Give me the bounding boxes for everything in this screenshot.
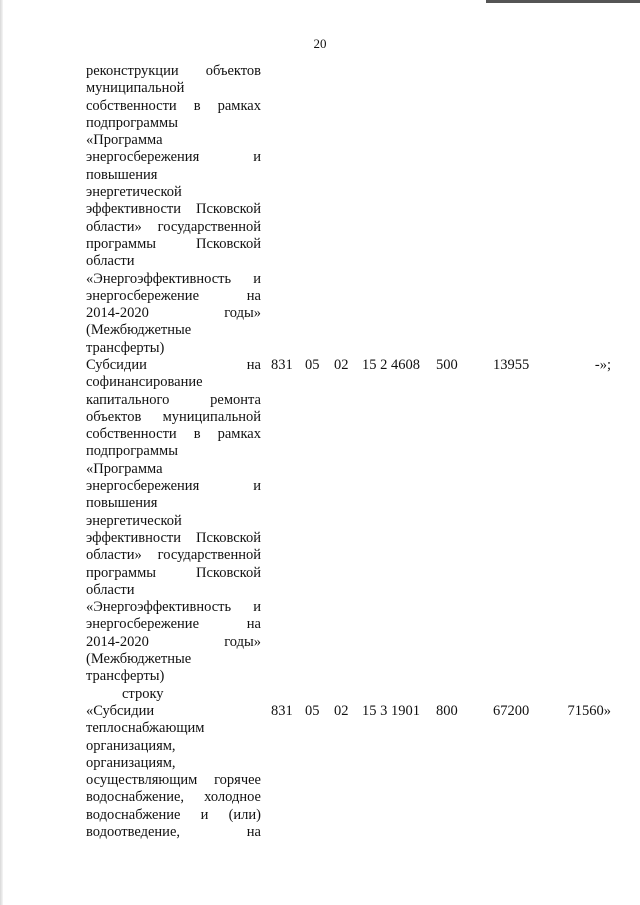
row-description [86,357,261,686]
description-line: осуществляющим горячее [86,772,261,789]
description-line: (Межбюджетные [86,322,192,339]
description-line: организациям, [86,737,176,754]
amount-first: 13955 [493,357,530,373]
description-line: программы Псковской [86,564,261,581]
description-line: водоснабжение и (или) [86,806,261,823]
description-line: энергетической [86,512,182,529]
description-line: подпрограммы [86,114,178,131]
description-line: «Энергоэффективность и [86,270,261,287]
description-line: трансферты) [86,339,165,356]
description-line: подпрограммы [86,443,178,460]
scan-mark [486,0,640,3]
description-line: 2014-2020 годы» [86,305,261,322]
section-code: 05 [305,703,320,719]
description-line: «Субсидии [86,703,155,719]
description-line: капитального ремонта [86,391,261,408]
amount-first: 67200 [493,703,530,719]
description-line: энергосбережение на [86,616,261,633]
admin-code: 831 [271,703,293,719]
description-line: собственности в рамках [86,426,261,443]
description-line: «Программа [86,132,163,149]
description-line: 2014-2020 годы» [86,633,261,650]
description-line: эффективности Псковской [86,201,261,218]
description-line: повышения [86,166,158,183]
row-description [86,63,261,357]
description-line: «Программа [86,460,163,477]
description-line: области [86,253,135,270]
description-line: водоотведение, на [86,824,261,841]
description-line: реконструкции объектов [86,63,261,79]
description-line: области [86,581,135,598]
scan-edge [0,0,3,905]
amount-second: -»; [594,357,611,373]
description-line: Субсидии на [86,357,261,373]
description-line: трансферты) [86,668,165,685]
description-line: программы Псковской [86,235,261,252]
expense-type-code: 500 [436,357,458,373]
target-article-code: 15 3 1901 [362,703,420,719]
description-line: софинансирование [86,374,203,391]
target-article-code: 15 2 4608 [362,357,420,373]
description-line: (Межбюджетные [86,651,192,668]
description-line: муниципальной [86,80,185,97]
subsection-code: 02 [334,357,349,373]
subsection-code: 02 [334,703,349,719]
description-line: теплоснабжающим [86,720,205,737]
intro-text: строку [122,686,164,702]
description-line: энергосбережение на [86,287,261,304]
admin-code: 831 [271,357,293,373]
description-line: энергосбережения и [86,149,261,166]
description-line: повышения [86,495,158,512]
description-line: организациям, [86,754,176,771]
description-line: области» государственной [86,218,261,235]
description-line: энергосбережения и [86,478,261,495]
page-number: 20 [313,36,327,51]
intro-wrapper [86,686,261,703]
description-line: энергетической [86,184,182,201]
expense-type-code: 800 [436,703,458,719]
description-line: области» государственной [86,547,261,564]
amount-second: 71560» [567,703,611,719]
description-line: «Энергоэффективность и [86,599,261,616]
description-line: водоснабжение, холодное [86,789,261,806]
section-code: 05 [305,357,320,373]
description-line: собственности в рамках [86,97,261,114]
row-description [86,703,261,841]
description-line: объектов муниципальной [86,408,261,425]
description-line: эффективности Псковской [86,529,261,546]
